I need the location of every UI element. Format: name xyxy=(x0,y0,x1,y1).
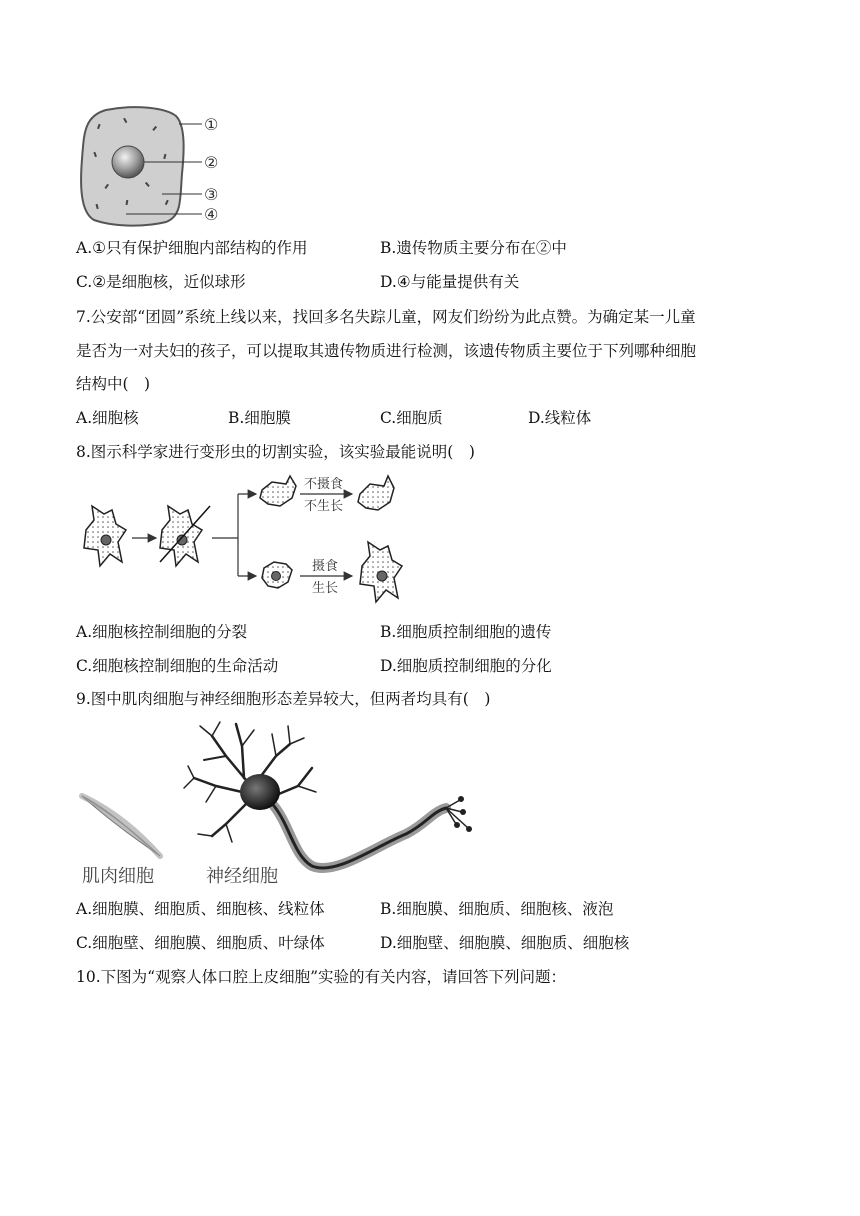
label-3: ③ xyxy=(204,185,219,204)
label-1: ① xyxy=(204,115,219,134)
q9-stem: 9.图中肌肉细胞与神经细胞形态差异较大，但两者均具有( ) xyxy=(76,690,491,708)
q8-option-b[interactable]: B.细胞质控制细胞的遗传 xyxy=(380,623,552,641)
q6-option-a[interactable]: A.①只有保护细胞内部结构的作用 xyxy=(76,239,308,257)
amoeba-fragment-result xyxy=(358,476,394,510)
q7-option-d[interactable]: D.线粒体 xyxy=(528,409,592,427)
amoeba-fragment-no-nucleus xyxy=(260,476,296,506)
cell-nucleus xyxy=(112,146,144,178)
amoeba-regrown xyxy=(360,542,402,602)
q7-stem-line-3: 结构中( ) xyxy=(76,375,151,393)
arrow-top-label-2: 不生长 xyxy=(304,499,344,514)
arrow-bottom-label-1: 摄食 xyxy=(312,559,339,574)
q7-option-b[interactable]: B.细胞膜 xyxy=(228,409,291,427)
q7-stem-line-2: 是否为一对夫妇的孩子，可以提取其遗传物质进行检测，该遗传物质主要位于下列哪种细胞 xyxy=(76,342,697,360)
q8-option-a[interactable]: A.细胞核控制细胞的分裂 xyxy=(76,623,248,641)
q6-option-c[interactable]: C.②是细胞核，近似球形 xyxy=(76,273,246,291)
q9-option-a[interactable]: A.细胞膜、细胞质、细胞核、线粒体 xyxy=(76,900,325,918)
label-4: ④ xyxy=(204,205,219,224)
q8-stem: 8.图示科学家进行变形虫的切割实验，该实验最能说明( ) xyxy=(76,443,475,461)
animal-cell-figure xyxy=(76,104,226,228)
caption-muscle-cell: 肌肉细胞 xyxy=(82,866,154,887)
muscle-nerve-figure xyxy=(76,716,476,892)
nerve-cell-body xyxy=(240,774,280,810)
q8-option-c[interactable]: C.细胞核控制细胞的生命活动 xyxy=(76,657,279,675)
q9-option-d[interactable]: D.细胞壁、细胞膜、细胞质、细胞核 xyxy=(380,934,630,952)
q9-option-c[interactable]: C.细胞壁、细胞膜、细胞质、叶绿体 xyxy=(76,934,325,952)
amoeba-fragment-with-nucleus xyxy=(262,562,292,588)
q7-option-a[interactable]: A.细胞核 xyxy=(76,409,139,427)
arrow-top-label-1: 不摄食 xyxy=(304,477,344,492)
q6-option-d[interactable]: D.④与能量提供有关 xyxy=(380,273,520,291)
q9-option-b[interactable]: B.细胞膜、细胞质、细胞核、液泡 xyxy=(380,900,614,918)
q10-stem: 10.下图为“观察人体口腔上皮细胞”实验的有关内容，请回答下列问题： xyxy=(76,968,567,986)
muscle-cell-drawing xyxy=(82,796,160,856)
q7-option-c[interactable]: C.细胞质 xyxy=(380,409,443,427)
arrow-bottom-label-2: 生长 xyxy=(312,581,339,596)
amoeba-cutting-figure xyxy=(76,470,416,610)
amoeba-cut xyxy=(160,506,210,566)
label-2: ② xyxy=(204,153,219,172)
q7-stem-line-1: 7.公安部“团圆”系统上线以来，找回多名失踪儿童，网友们纷纷为此点赞。为确定某一儿童 xyxy=(76,308,696,326)
q6-option-b[interactable]: B.遗传物质主要分布在②中 xyxy=(380,239,567,257)
caption-nerve-cell: 神经细胞 xyxy=(206,866,278,887)
q8-option-d[interactable]: D.细胞质控制细胞的分化 xyxy=(380,657,552,675)
amoeba-whole xyxy=(84,506,126,566)
nerve-cell-drawing xyxy=(184,722,468,868)
